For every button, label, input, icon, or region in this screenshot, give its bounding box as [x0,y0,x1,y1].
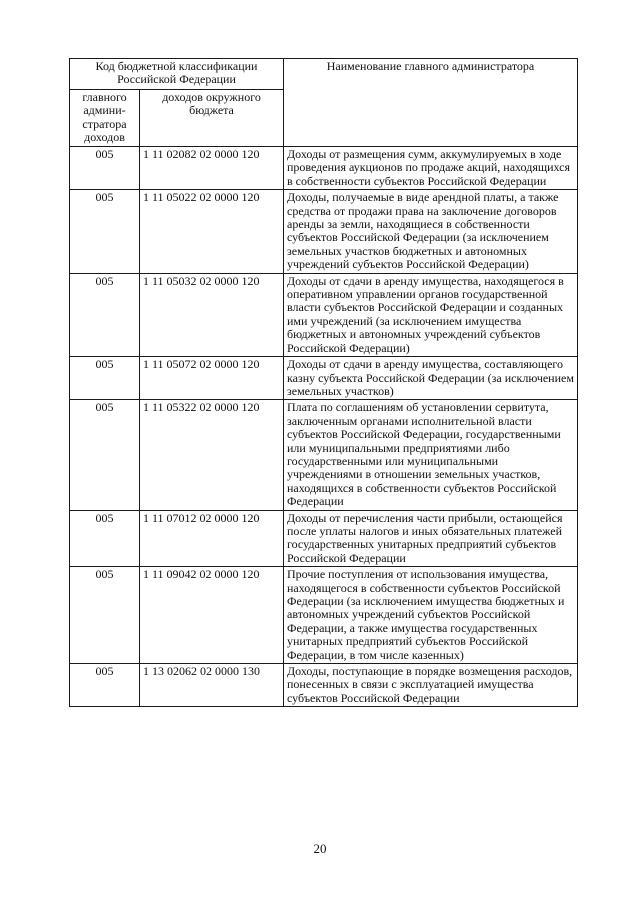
income-code-cell: 1 11 07012 02 0000 120 [140,510,284,567]
income-name-cell: Прочие поступления от использования имущества, находящегося в собственности субъектов Российской Федерации (за исключением имущества бюджетных и автономных учреждений субъектов Российской Федерации, а также имущества государственных унитарных предприятий субъектов Российской Федерации, в том числе казенных) [284,567,578,664]
income-code-cell: 1 11 05022 02 0000 120 [140,190,284,273]
income-name-cell: Доходы от перечисления части прибыли, остающейся после уплаты налогов и иных обязательных платежей государственных унитарных предприятий субъектов Российской Федерации [284,510,578,567]
document-page [69,58,577,707]
income-code-cell: 1 11 05032 02 0000 120 [140,273,284,356]
table-row [70,190,578,273]
table-header [70,59,578,147]
table-body [70,147,578,707]
admin-code-cell: 005 [70,664,140,707]
table-row [70,567,578,664]
budget-classification-table [69,58,578,707]
income-code-cell: 1 11 05322 02 0000 120 [140,400,284,510]
admin-code-cell: 005 [70,190,140,273]
admin-code-cell: 005 [70,273,140,356]
table-row [70,357,578,400]
income-name-cell: Плата по соглашениям об установлении сервитута, заключенным органами исполнительной власти субъектов Российской Федерации, государственными или муниципальными предприятиями либо государственными или муниципальными учреждениями в отношении земельных участков, находящихся в собственности субъектов Российской Федерации [284,400,578,510]
income-name-cell: Доходы, поступающие в порядке возмещения расходов, понесенных в связи с эксплуатацией имущества субъектов Российской Федерации [284,664,578,707]
table-row [70,147,578,190]
page-number: 20 [313,841,327,856]
admin-code-cell: 005 [70,357,140,400]
header-main-admin: главного админи-стратора доходов [70,90,140,147]
admin-code-cell: 005 [70,510,140,567]
header-admin-name: Наименование главного администратора [284,59,578,147]
income-name-cell: Доходы от размещения сумм, аккумулируемых в ходе проведения аукционов по продаже акций, находящихся в собственности субъектов Российской Федерации [284,147,578,190]
income-code-cell: 1 11 05072 02 0000 120 [140,357,284,400]
table-row [70,510,578,567]
income-name-cell: Доходы от сдачи в аренду имущества, находящегося в оперативном управлении органов государственной власти субъектов Российской Федерации и созданных ими учреждений (за исключением имущества бюджетных и автономных учреждений субъектов Российской Федерации) [284,273,578,356]
table-row [70,273,578,356]
table-row [70,664,578,707]
admin-code-cell: 005 [70,147,140,190]
income-name-cell: Доходы, получаемые в виде арендной платы, а также средства от продажи права на заключение договоров аренды за земли, находящиеся в собственности субъектов Российской Федерации (за исключением земельных участков бюджетных и автономных учреждений субъектов Российской Федерации) [284,190,578,273]
income-code-cell: 1 11 09042 02 0000 120 [140,567,284,664]
header-district-budget-income: доходов окружного бюджета [140,90,284,147]
income-name-cell: Доходы от сдачи в аренду имущества, составляющего казну субъекта Российской Федерации (за исключением земельных участков) [284,357,578,400]
admin-code-cell: 005 [70,400,140,510]
table-row [70,400,578,510]
header-kbk-group: Код бюджетной классификации Российской Федерации [70,59,284,90]
admin-code-cell: 005 [70,567,140,664]
income-code-cell: 1 13 02062 02 0000 130 [140,664,284,707]
income-code-cell: 1 11 02082 02 0000 120 [140,147,284,190]
